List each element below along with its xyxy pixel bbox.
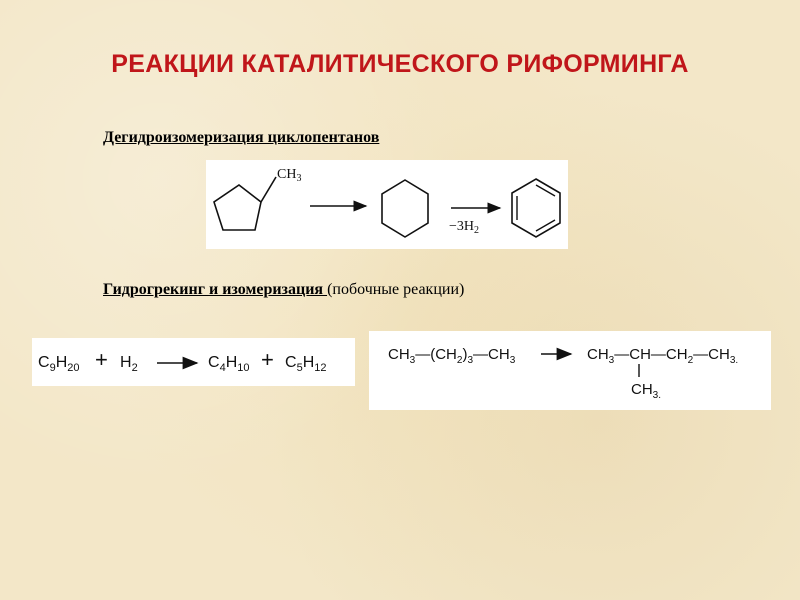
slide-title: РЕАКЦИИ КАТАЛИТИЧЕСКОГО РИФОРМИНГА (111, 50, 689, 78)
reaction-equation-hydrocracking (32, 338, 355, 386)
section-heading-dehydroisomerization (103, 129, 379, 147)
methyl-label: $CH_3$ (277, 167, 302, 184)
hydrogen-elimination-label: $-3H_2$ (449, 219, 480, 236)
benzene-ring (512, 179, 560, 237)
reaction-scheme-dehydroisomerization (206, 160, 568, 249)
section-heading-text: Дегидроизомеризация циклопентанов (103, 129, 380, 146)
equation-svg (369, 331, 771, 410)
reaction-equation-isomerization (369, 331, 771, 410)
reactant-n-pentane: $CH_3—(CH_2)_3—CH_3$ (388, 346, 516, 366)
cyclohexane-ring (382, 180, 428, 237)
plus-sign: + (95, 347, 108, 372)
product-isopentane: $CH_3—CH—CH_2—CH_3$. (587, 346, 739, 366)
product-pentane: $C_5H_{12}$ (285, 354, 327, 374)
product-butane: $C_4H_{10}$ (208, 354, 250, 374)
reactant-nonane: $C_9H_{20}$ (38, 354, 80, 374)
reactant-hydrogen: $H_2$ (120, 354, 138, 374)
cyclopentane-ring (214, 185, 261, 230)
methyl-bond (261, 177, 276, 202)
methyl-branch: $CH_3$. (631, 381, 662, 401)
section-heading-hydrocracking (103, 281, 464, 299)
plus-sign: + (261, 347, 274, 372)
section-note: (побочные реакции) (327, 281, 465, 298)
equation-svg (32, 338, 355, 386)
reaction-scheme-svg (206, 160, 568, 249)
section-heading-text: Гидрогрекинг и изомеризация (103, 281, 328, 298)
